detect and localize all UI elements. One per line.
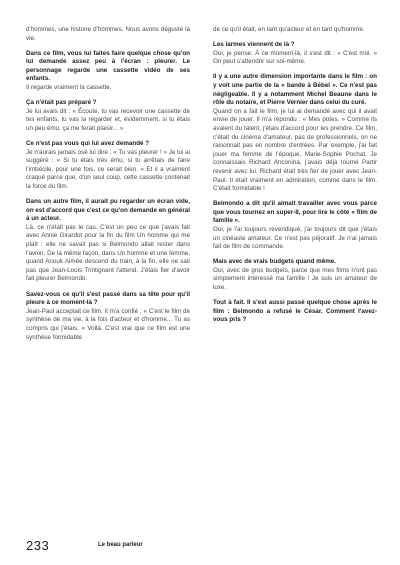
question-text: Ça n'était pas préparé ? [26,99,97,107]
qa-block [213,73,377,193]
question-text: Dans un autre film, il aurait pu regarder un écran vide, on est d'accord que c'est ce qu'on demande en général à un acteur. [26,198,190,223]
answer-text: de ce qu'il était, en tant qu'acteur et en tant qu'homme. [213,26,365,33]
book-title: Le beau parleur [98,542,143,548]
text-block [213,26,377,35]
question-text: Ce n'est pas vous qui lui avez demandé ? [26,140,150,148]
question-text: Dans ce film, vous lui faites faire quelque chose qu'on lui demande assez peu à l'écran : pleurer. Le personnage regarde une cassette vidéo de ses enfants. [26,49,190,83]
qa-block [26,140,190,192]
question-text: Il y a une autre dimension importante dans le film : on y voit une partie de la « bande à Bébel ». Ce n'est pas négligeable. Il y a notamment Michel Beaune dans le rôle du notaire, et Pierre Vernier dans celui du curé. [213,73,377,107]
left-column [26,26,190,349]
qa-block [213,200,377,252]
question-text: Tout à fait. Il s'est aussi passé quelque chose après le film : Belmondo a refusé le César. Comment l'avez-vous pris ? [213,299,377,324]
answer-text: Jean-Paul acceptait ce film. Il m'a confié : « C'est le film de synthèse de ma vie, à la fois d'acteur et d'homme... Tu as compris qui j'étais. » Voilà. C'est vrai que ce film est une synthèse formidable [26,307,190,341]
qa-block [26,99,190,133]
answer-text: Oui, je l'ai toujours revendiqué, j'ai toujours dit que j'étais un cinéaste amateur. Ce n'est pas péjoratif. Je n'ai jamais fait de film de commande. [213,225,377,251]
answer-text: Là, ce n'était pas le cas. C'est un peu ce que j'avais fait avec Annie Girardot pour la fin du film Un homme qui me plaît : elle ne savait pas si Belmondo allait rester dans l'avion. De la même façon, dans Un homme et une femme, quand Anouk Aimée descend du train, à la fin, elle ne sait pas que Jean-Louis Trintignant l'attend. J'étais fier d'avoir fait pleurer Belmondo. [26,223,190,283]
answer-text: d'hommes, une histoire d'hommes. Nous avons dégusté la vie. [26,26,190,42]
qa-block [26,198,190,284]
answer-text: Je lui avais dit : « Écoute, tu vas recevoir une cassette de tes enfants, tu vas la regarder et, évidemment, si tu étais un peu ému, ça me ferait plaisir... » [26,107,190,132]
answer-text: Oui, je pense. À ce moment-là, il s'est dit : « C'est moi. » On peut s'attendrir sur soi-même. [213,49,377,66]
answer-text: Il regarde vraiment la cassette. [26,84,112,92]
answer-text: Oui, avec de gros budgets, parce que mes films n'ont pas simplement intéressé ma famille ! Je suis un amateur de luxe. [213,266,377,292]
question-text: Savez-vous ce qu'il s'est passé dans sa tête pour qu'il pleure à ce moment-là ? [26,290,190,307]
page-number: 233 [26,538,50,553]
answer-text: Quand on a fait le film, je lui ai demandé avec qui il avait envie de jouer. Il m'a répondu : « Mes potes. » Comme ils avaient du talent, j'étais d'accord pour les prendre. Ce film, c'était du cinéma d'amateur, pas de professionnels, on ne raisonnait pas en nombre d'entrées. Par exemple, j'ai fait jouer ma femme de l'époque, Marie-Sophie Pochat. Je connaissais Richard Anconina, j'avais déjà tourné Partir revenir avec lui. Richard était très fier de jouer avec Jean-Paul. Il était vraiment en admiration, comme dans le film. C'était formidable ! [213,107,377,193]
right-column [213,26,377,331]
question-text: Mais avec de vrais budgets quand même. [213,258,336,266]
qa-block [213,299,377,325]
question-text: Les larmes viennent de là ? [213,41,295,49]
text-block [26,26,190,43]
qa-block [26,291,190,343]
qa-block [213,41,377,67]
qa-block [26,50,190,93]
answer-text: Je n'aurais jamais osé lui dire : « Tu vas pleurer ! » Je lui ai suggéré : « Si tu étais très ému, si tu arrêtais de faire l'imbécile, pour une fois, ce serait bien. » Et il a vraiment craqué parce que, d'un seul coup, cette cassette contenait la force du film. [26,148,190,190]
question-text: Belmondo a dit qu'il aimait travailler avec vous parce que vous tournez en super-8, pour lire le côté « film de famille ». [213,200,377,225]
qa-block [213,258,377,292]
